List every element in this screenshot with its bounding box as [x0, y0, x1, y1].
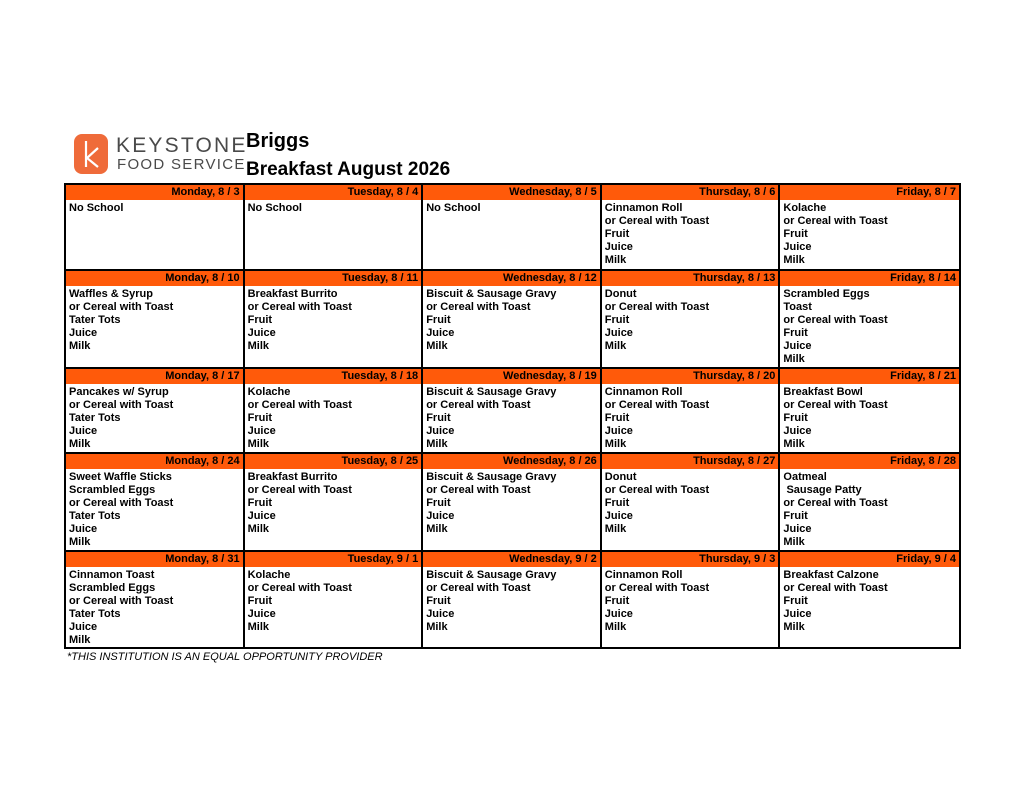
menu-item-list	[423, 200, 600, 216]
day-cell	[245, 185, 424, 271]
menu-item: or Cereal with Toast	[604, 581, 710, 594]
menu-item: Cinnamon Roll	[604, 386, 683, 398]
menu-item: Tater Tots	[69, 607, 121, 620]
menu-item-list	[602, 384, 779, 452]
menu-item: Milk	[426, 437, 448, 450]
menu-item: or Cereal with Toast	[247, 300, 352, 313]
school-name: Briggs	[246, 130, 310, 152]
menu-item: Milk	[604, 253, 627, 266]
day-date-header: Monday, 8 / 3	[66, 185, 243, 200]
menu-item: Milk	[69, 339, 91, 352]
day-date-header: Thursday, 8 / 27	[602, 454, 779, 469]
menu-item-list	[245, 384, 422, 452]
menu-item: Fruit	[783, 326, 808, 339]
menu-item: Fruit	[426, 313, 451, 326]
day-date-header: Wednesday, 8 / 12	[423, 271, 600, 286]
day-date-header: Monday, 8 / 10	[66, 271, 243, 286]
menu-item: or Cereal with Toast	[604, 483, 710, 496]
menu-item-list	[66, 200, 243, 216]
menu-item: Fruit	[783, 594, 808, 607]
menu-item: or Cereal with Toast	[783, 313, 888, 326]
menu-item: Juice	[426, 326, 455, 339]
day-cell	[66, 271, 245, 369]
menu-item: Breakfast Burrito	[247, 471, 338, 483]
day-cell	[423, 369, 602, 454]
menu-item: Sausage Patty	[783, 483, 862, 496]
menu-item: No School	[69, 202, 124, 214]
menu-item: Juice	[783, 522, 812, 535]
menu-item: Tater Tots	[69, 411, 121, 424]
menu-item: Milk	[69, 535, 91, 548]
menu-item: Fruit	[247, 594, 273, 607]
menu-item-list	[66, 384, 243, 452]
logo-wordmark-food-service: FOOD SERVICE	[117, 156, 246, 173]
day-cell	[66, 185, 245, 271]
menu-item: Breakfast Calzone	[783, 569, 879, 581]
menu-item: Fruit	[426, 594, 451, 607]
day-cell	[602, 271, 781, 369]
menu-item: or Cereal with Toast	[604, 300, 710, 313]
day-date-header: Tuesday, 8 / 11	[245, 271, 422, 286]
menu-item: Juice	[69, 424, 98, 437]
menu-item: Fruit	[426, 411, 451, 424]
menu-item: Fruit	[604, 227, 630, 240]
menu-item-list	[423, 286, 600, 354]
menu-item: Kolache	[247, 569, 291, 581]
menu-item: Juice	[426, 509, 455, 522]
menu-item-list	[780, 200, 959, 268]
day-date-header: Friday, 8 / 28	[780, 454, 959, 469]
menu-item: Juice	[247, 326, 276, 339]
menu-item: Tater Tots	[69, 509, 121, 522]
menu-item: or Cereal with Toast	[69, 398, 174, 411]
menu-item: Juice	[783, 240, 812, 253]
menu-item-list	[423, 469, 600, 537]
day-cell	[780, 552, 959, 647]
menu-item: Milk	[247, 437, 269, 450]
menu-item: or Cereal with Toast	[783, 398, 888, 411]
menu-item: Kolache	[783, 202, 827, 214]
day-date-header: Friday, 8 / 14	[780, 271, 959, 286]
equal-opportunity-footnote: *THIS INSTITUTION IS AN EQUAL OPPORTUNITY PROVIDER	[67, 651, 383, 663]
menu-item: Juice	[426, 607, 455, 620]
menu-item-list	[423, 567, 600, 635]
day-cell	[423, 552, 602, 647]
menu-item-list	[66, 286, 243, 354]
day-date-header: Thursday, 8 / 6	[602, 185, 779, 200]
menu-item-list	[602, 567, 779, 635]
menu-item: Juice	[69, 522, 98, 535]
menu-item: Scrambled Eggs	[69, 483, 156, 496]
day-date-header: Tuesday, 8 / 4	[245, 185, 422, 200]
menu-item: Juice	[604, 607, 633, 620]
menu-title: Breakfast August 2026	[246, 159, 451, 180]
day-date-header: Tuesday, 8 / 18	[245, 369, 422, 384]
menu-item: Milk	[604, 620, 627, 633]
menu-item-list	[245, 567, 422, 635]
keystone-k-icon	[74, 134, 108, 174]
day-cell	[423, 185, 602, 271]
menu-item: Milk	[247, 620, 269, 633]
menu-item: Cinnamon Toast	[69, 569, 155, 581]
menu-item: or Cereal with Toast	[69, 496, 174, 509]
menu-item: Milk	[604, 339, 627, 352]
menu-item: Juice	[247, 607, 276, 620]
day-cell	[780, 454, 959, 552]
menu-item: Milk	[247, 339, 269, 352]
menu-item: Biscuit & Sausage Gravy	[426, 569, 557, 581]
menu-item: Oatmeal	[783, 471, 827, 483]
day-date-header: Thursday, 8 / 13	[602, 271, 779, 286]
day-date-header: Friday, 9 / 4	[780, 552, 959, 567]
menu-item: Scrambled Eggs	[783, 288, 870, 300]
menu-item: or Cereal with Toast	[426, 300, 531, 313]
menu-item: Juice	[426, 424, 455, 437]
menu-item: Juice	[604, 240, 633, 253]
day-date-header: Wednesday, 8 / 19	[423, 369, 600, 384]
day-cell	[245, 369, 424, 454]
menu-item: Milk	[69, 437, 91, 450]
menu-item: Milk	[604, 437, 627, 450]
menu-item: Fruit	[247, 496, 273, 509]
menu-item: Fruit	[426, 496, 451, 509]
menu-item: Juice	[247, 424, 276, 437]
day-date-header: Friday, 8 / 7	[780, 185, 959, 200]
menu-item: Waffles & Syrup	[69, 288, 153, 300]
day-cell	[423, 454, 602, 552]
menu-item: Milk	[426, 522, 448, 535]
day-cell	[66, 369, 245, 454]
day-cell	[423, 271, 602, 369]
menu-item: or Cereal with Toast	[783, 581, 888, 594]
menu-item-list	[423, 384, 600, 452]
menu-item: Juice	[783, 607, 812, 620]
menu-item: Breakfast Burrito	[247, 288, 338, 300]
menu-item: Donut	[604, 288, 637, 300]
menu-item: Fruit	[604, 313, 630, 326]
day-date-header: Tuesday, 9 / 1	[245, 552, 422, 567]
keystone-logo	[74, 134, 248, 176]
day-date-header: Thursday, 8 / 20	[602, 369, 779, 384]
menu-item: or Cereal with Toast	[783, 214, 888, 227]
menu-item-list	[780, 286, 959, 366]
menu-item: Milk	[604, 522, 627, 535]
day-date-header: Wednesday, 9 / 2	[423, 552, 600, 567]
menu-item: Donut	[604, 471, 637, 483]
menu-item: Milk	[783, 535, 805, 548]
menu-item: Juice	[783, 424, 812, 437]
menu-item: Cinnamon Roll	[604, 569, 683, 581]
menu-item: Scrambled Eggs	[69, 581, 156, 594]
day-date-header: Monday, 8 / 17	[66, 369, 243, 384]
menu-item: or Cereal with Toast	[247, 398, 352, 411]
menu-item: Juice	[69, 620, 98, 633]
day-date-header: Monday, 8 / 31	[66, 552, 243, 567]
day-cell	[245, 552, 424, 647]
menu-item: Fruit	[604, 411, 630, 424]
menu-item: or Cereal with Toast	[426, 483, 531, 496]
menu-item: Juice	[604, 424, 633, 437]
menu-item: Breakfast Bowl	[783, 386, 863, 398]
menu-item: Fruit	[247, 411, 273, 424]
menu-item: Cinnamon Roll	[604, 202, 683, 214]
menu-item: Sweet Waffle Sticks	[69, 471, 172, 483]
day-cell	[245, 271, 424, 369]
day-date-header: Thursday, 9 / 3	[602, 552, 779, 567]
menu-item: Juice	[604, 326, 633, 339]
menu-item: Milk	[247, 522, 269, 535]
menu-item: or Cereal with Toast	[604, 398, 710, 411]
day-cell	[780, 271, 959, 369]
menu-item-list	[780, 469, 959, 549]
day-cell	[602, 552, 781, 647]
menu-item: Biscuit & Sausage Gravy	[426, 471, 557, 483]
day-date-header: Monday, 8 / 24	[66, 454, 243, 469]
day-cell	[602, 454, 781, 552]
menu-item: or Cereal with Toast	[426, 398, 531, 411]
logo-wordmark-keystone: KEYSTONE	[116, 134, 248, 157]
menu-item-list	[602, 286, 779, 354]
menu-item: No School	[426, 202, 481, 214]
menu-item: Toast	[783, 300, 812, 313]
day-cell	[245, 454, 424, 552]
menu-item: Fruit	[783, 509, 808, 522]
menu-item-list	[245, 286, 422, 354]
menu-calendar	[64, 183, 961, 649]
day-cell	[66, 552, 245, 647]
menu-item: Biscuit & Sausage Gravy	[426, 386, 557, 398]
day-cell	[780, 369, 959, 454]
day-date-header: Wednesday, 8 / 26	[423, 454, 600, 469]
menu-item: or Cereal with Toast	[69, 300, 174, 313]
menu-item: Kolache	[247, 386, 291, 398]
menu-item: Milk	[69, 633, 91, 646]
day-cell	[602, 369, 781, 454]
menu-item: Milk	[783, 253, 805, 266]
menu-item: or Cereal with Toast	[426, 581, 531, 594]
menu-item: or Cereal with Toast	[247, 483, 352, 496]
menu-item: Milk	[783, 437, 805, 450]
menu-item: or Cereal with Toast	[69, 594, 174, 607]
menu-item: Fruit	[247, 313, 273, 326]
menu-item-list	[66, 469, 243, 549]
menu-item-list	[780, 567, 959, 635]
menu-item: Fruit	[604, 594, 630, 607]
menu-item: No School	[247, 202, 302, 214]
menu-item: Juice	[247, 509, 276, 522]
menu-item: or Cereal with Toast	[247, 581, 352, 594]
menu-item: Milk	[783, 352, 805, 365]
menu-item: Milk	[426, 339, 448, 352]
day-cell	[602, 185, 781, 271]
menu-item-list	[602, 200, 779, 268]
menu-item-list	[66, 567, 243, 647]
menu-item-list	[245, 469, 422, 537]
menu-item: Fruit	[783, 411, 808, 424]
menu-item: Biscuit & Sausage Gravy	[426, 288, 557, 300]
menu-item: or Cereal with Toast	[604, 214, 710, 227]
menu-item-list	[602, 469, 779, 537]
menu-item: Pancakes w/ Syrup	[69, 386, 169, 398]
day-cell	[780, 185, 959, 271]
day-date-header: Friday, 8 / 21	[780, 369, 959, 384]
menu-item: Milk	[426, 620, 448, 633]
menu-item: Milk	[783, 620, 805, 633]
menu-item-list	[245, 200, 422, 216]
menu-item: Juice	[69, 326, 98, 339]
menu-item: Fruit	[783, 227, 808, 240]
menu-item: Tater Tots	[69, 313, 121, 326]
menu-item: or Cereal with Toast	[783, 496, 888, 509]
day-date-header: Wednesday, 8 / 5	[423, 185, 600, 200]
menu-item: Juice	[783, 339, 812, 352]
menu-item-list	[780, 384, 959, 452]
day-date-header: Tuesday, 8 / 25	[245, 454, 422, 469]
day-cell	[66, 454, 245, 552]
menu-item: Fruit	[604, 496, 630, 509]
menu-item: Juice	[604, 509, 633, 522]
